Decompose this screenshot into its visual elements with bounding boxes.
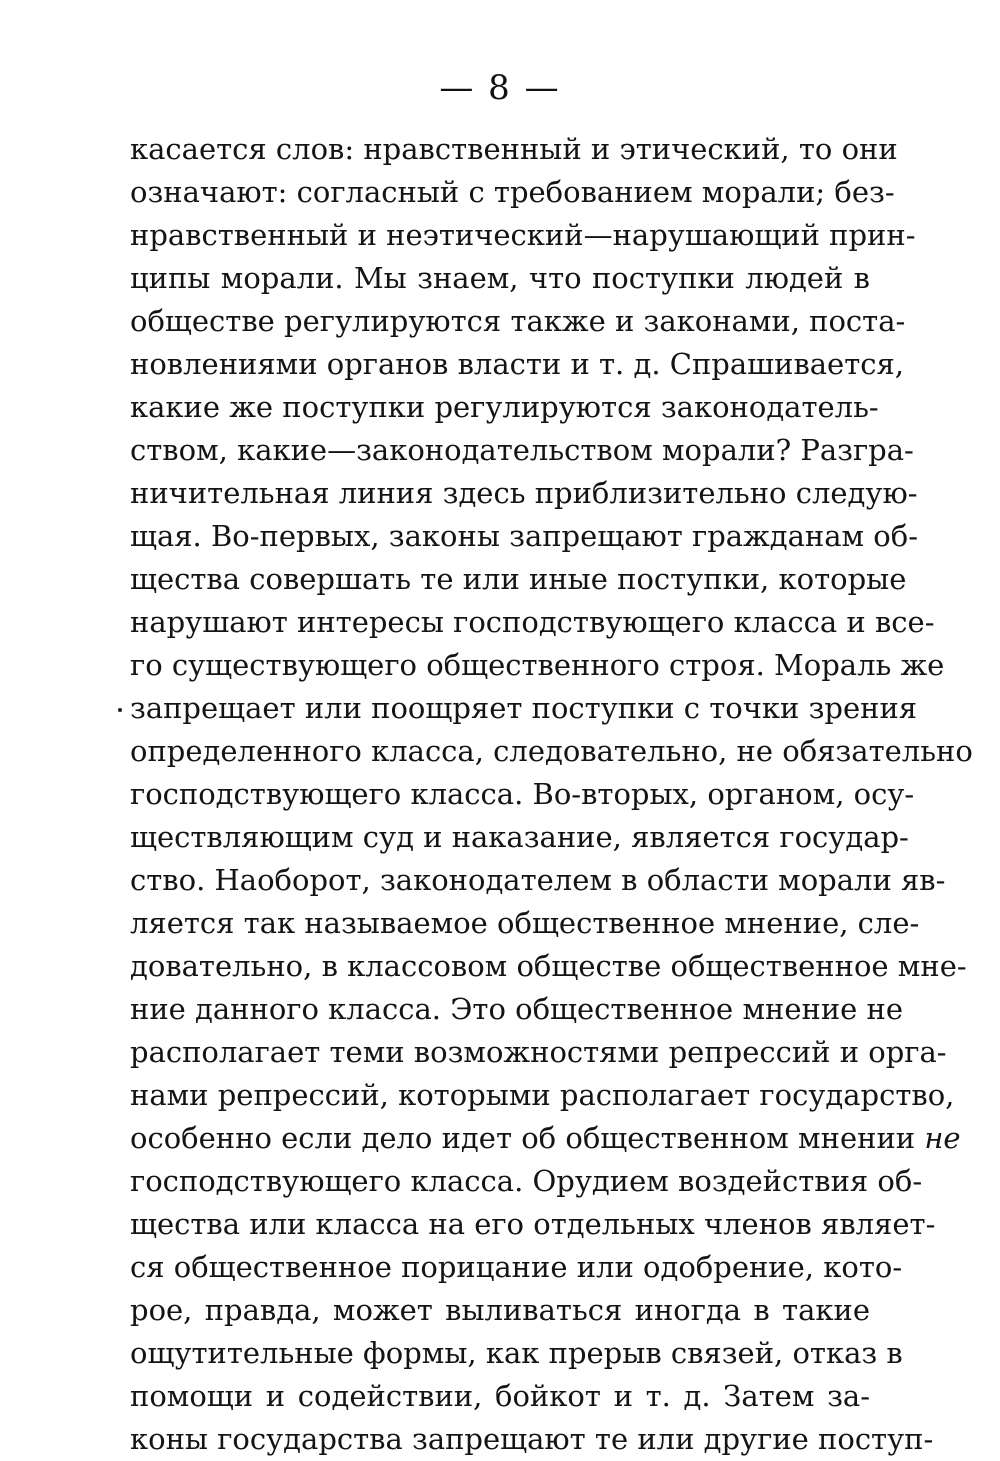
text-line: рое, правда, может выливаться иногда в такие	[130, 1293, 870, 1327]
text-line: касается слов: нравственный и этический, то они	[130, 132, 898, 166]
text-line-lead: особенно если дело идет об общественном мнении	[130, 1121, 916, 1155]
text-line: довательно, в классовом обществе общественное мне-	[130, 949, 967, 983]
text-line: щества или класса на его отдельных членов являет-	[130, 1207, 936, 1241]
text-line-with-emphasis	[130, 1117, 961, 1160]
text-line: нарушают интересы господствующего класса и все-	[130, 605, 935, 639]
text-line: щества совершать те или иные поступки, которые	[130, 562, 907, 596]
text-line: господствующего класса. Во-вторых, органом, осу-	[130, 777, 915, 811]
text-line: определенного класса, следовательно, не обязательно	[130, 734, 973, 768]
text-line: ляется так называемое общественное мнение, сле-	[130, 906, 920, 940]
text-line: ся общественное порицание или одобрение, кото-	[130, 1250, 903, 1284]
text-line: нами репрессий, которыми располагает государство,	[130, 1078, 955, 1112]
text-line: новлениями органов власти и т. д. Спрашивается,	[130, 347, 905, 381]
text-line: означают: согласный с требованием морали; без-	[130, 175, 895, 209]
text-line: щая. Во-первых, законы запрещают гражданам об-	[130, 519, 919, 553]
text-line: помощи и содействии, бойкот и т. д. Затем за-	[130, 1379, 870, 1413]
text-line: го существующего общественного строя. Мораль же	[130, 648, 945, 682]
text-line: какие же поступки регулируются законодатель-	[130, 390, 879, 424]
text-line: запрещает или поощряет поступки с точки зрения	[130, 691, 918, 725]
text-line: коны государства запрещают те или другие поступ-	[130, 1422, 934, 1456]
body-text	[130, 128, 973, 1461]
print-speck	[118, 708, 122, 712]
text-line: господствующего класса. Орудием воздействия об-	[130, 1164, 923, 1198]
text-line: ощутительные формы, как прерыв связей, отказ в	[130, 1336, 903, 1370]
text-line: нравственный и неэтический—нарушающий прин-	[130, 218, 916, 252]
emphasized-word: не	[924, 1121, 961, 1155]
text-line: ние данного класса. Это общественное мнение не	[130, 992, 904, 1026]
text-line: ство. Наоборот, законодателем в области морали яв-	[130, 863, 946, 897]
page-number: — 8 —	[439, 68, 561, 108]
text-line: ществляющим суд и наказание, является государ-	[130, 820, 909, 854]
text-line: обществе регулируются также и законами, поста-	[130, 304, 906, 338]
text-line: располагает теми возможностями репрессий и орга-	[130, 1035, 947, 1069]
text-line: ством, какие—законодательством морали? Разгра-	[130, 433, 914, 467]
text-line: ничительная линия здесь приблизительно следую-	[130, 476, 918, 510]
text-line: ципы морали. Мы знаем, что поступки людей в	[130, 261, 870, 295]
